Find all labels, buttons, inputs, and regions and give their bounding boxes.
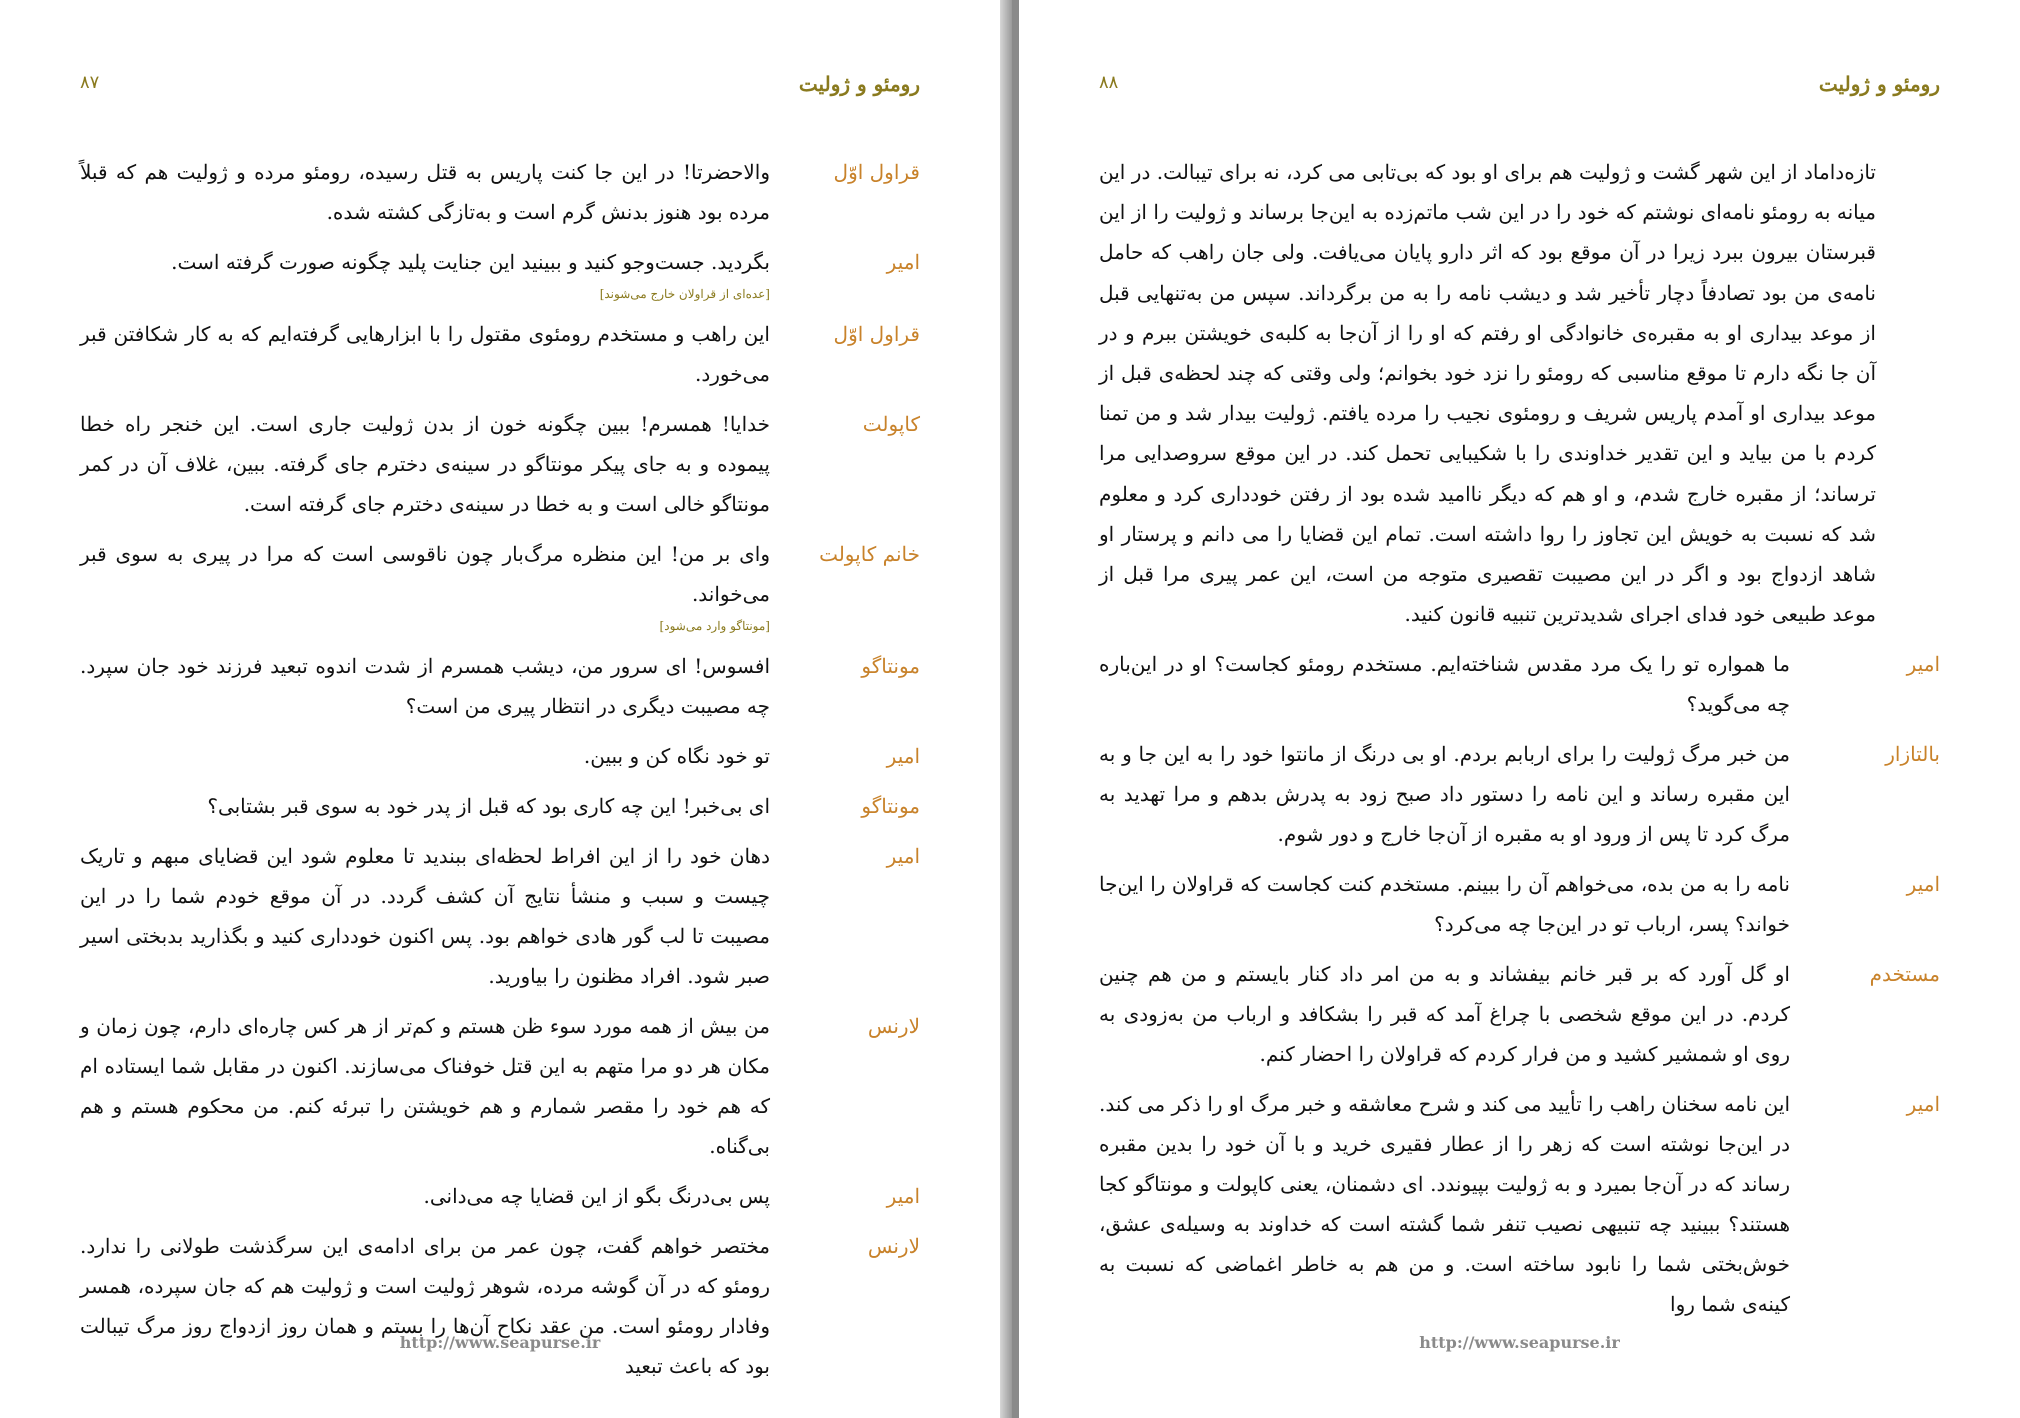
dialogue-entry bbox=[1099, 954, 1940, 1074]
speech-text: پس بی‌درنگ بگو از این قضایا چه می‌دانی. bbox=[423, 1184, 770, 1208]
speech-text: افسوس! ای سرور من، دیشب همسرم از شدت اندوه تبعید فرزند خود جان سپرد. چه مصیبت دیگری در انتظار پیری من است؟ bbox=[80, 654, 770, 718]
page-number: ۸۷ bbox=[80, 72, 100, 93]
page-number: ۸۸ bbox=[1099, 72, 1119, 93]
speech-text: تو خود نگاه کن و ببین. bbox=[583, 744, 770, 768]
dialogue-entry bbox=[80, 404, 920, 524]
stage-direction: [مونتاگو وارد می‌شود] bbox=[659, 619, 770, 633]
speaker-name: امیر bbox=[886, 250, 920, 274]
speaker-name: لارنس bbox=[867, 1234, 920, 1258]
speech-text: بگردید. جست‌وجو کنید و ببینید این جنایت پلید چگونه صورت گرفته است. bbox=[171, 250, 770, 274]
speech-text: من خبر مرگ ژولیت را برای اربابم بردم. او بی درنگ از مانتوا خود را به این جا و به این مقبره رساند و این نامه را دستور داد صبح زود به پدرش بدهم و مرا تهدید به مرگ کرد تا پس از ورود او به مقبره از آن‌جا خارج و دور شوم. bbox=[1099, 742, 1790, 847]
dialogue-entry bbox=[80, 242, 920, 282]
footer-url[interactable]: http://www.seapurse.ir bbox=[1419, 1333, 1620, 1352]
dialogue-entry bbox=[80, 152, 920, 232]
page-gutter bbox=[1000, 0, 1012, 1418]
speech-text: ای بی‌خبر! این چه کاری بود که قبل از پدر خود به سوی قبر بشتابی؟ bbox=[207, 794, 770, 818]
dialogue-entry bbox=[1099, 734, 1940, 854]
speaker-name: بالتازار bbox=[1885, 742, 1940, 767]
speech-text: والاحضرتا! در این جا کنت پاریس به قتل رسیده، رومئو مرده و ژولیت هم که قبلاً مرده بود هنوز بدنش گرم است و به‌تازگی کشته شده. bbox=[80, 160, 770, 224]
speaker-name: امیر bbox=[886, 1184, 920, 1208]
speech-text: من بیش از همه مورد سوء ظن هستم و کم‌تر از هر کس چاره‌ای دارم، چون زمان و مکان هر دو مرا متهم به این قتل خوفناک می‌سازند. اکنون در مقابل شما ایستاده ام که هم خود را مقصر شمارم و هم خویشتن را تبرئه کنم. من محکوم هستم و هم بی‌گناه. bbox=[80, 1014, 770, 1158]
left-page bbox=[0, 0, 1000, 1418]
stage-direction: [عده‌ای از قراولان خارج می‌شوند] bbox=[599, 287, 770, 301]
speaker-name: قراول اوّل bbox=[833, 322, 920, 346]
footer-url[interactable]: http://www.seapurse.ir bbox=[399, 1333, 601, 1352]
speaker-name: خانم کاپولت bbox=[819, 542, 920, 566]
dialogue-entry bbox=[80, 1226, 920, 1386]
narrative-paragraph: تازه‌داماد از این شهر گشت و ژولیت هم برای او بود که بی‌تابی می کرد، نه برای تیبالت. در این میانه به رومئو نامه‌ای نوشتم که خود را در این شب ماتم‌زده به این‌جا برساند و ژولیت را از این قبرستان بیرون ببرد زیرا در آن موقع بود که اثر دارو پایان می‌یافت. ولی جان راهب که حامل نامه‌ی من بود تصادفاً دچار تأخیر شد و دیشب نامه را به من برگرداند. سپس من به‌تنهایی قبل از موعد بیداری او به مقبره‌ی خانوادگی او رفتم که او را از آن‌جا به کلبه‌ی خویشتن ببرم و در آن جا نگه دارم تا موقع مناسبی که رومئو را نزد خود بخوانم؛ ولی وقتی که چند لحظه‌ی قبل از موعد بیداری او آمدم پاریس شریف و رومئوی نجیب را مرده یافتم. ژولیت بیدار شد و من تمنا کردم با من بیاید و این تقدیر خداوندی را با شکیبایی تحمل کند. در این موقع سروصدایی مرا ترساند؛ از مقبره خارج شدم، و او هم که دیگر ناامید شده بود از رفتن خودداری کرد و معلوم شد که نسبت به خویش این تجاوز را روا داشته است. تمام این قضایا را می دانم و پرستار او شاهد ازدواج بود و اگر در این مصیبت تقصیری متوجه من است، این عمر پیری مرا قبل از موعد طبیعی خود فدای اجرای شدیدترین تنبیه قانون کنید. bbox=[1099, 160, 1876, 627]
dialogue-entry bbox=[1099, 1084, 1940, 1324]
dialogue-entry bbox=[80, 1006, 920, 1166]
speaker-name: امیر bbox=[1906, 652, 1940, 677]
speech-text: این نامه سخنان راهب را تأیید می کند و شرح معاشقه و خبر مرگ او را ذکر می کند. در این‌جا نوشته است که زهر را از عطار فقیری خرید و با آن خود را بدین مقبره رساند که در آن‌جا بمیرد و به ژولیت بپیوندد. ای دشمنان، یعنی کاپولت و مونتاگو کجا هستند؟ ببینید چه تنبیهی نصیب تنفر شما گشته است که خداوند به وسیله‌ی عشق، خوش‌بختی شما را نابود ساخته است. و من هم به خاطر اغماضی که نسبت به کینه‌ی شما روا bbox=[1098, 1092, 1791, 1317]
speaker-name: امیر bbox=[1906, 1092, 1940, 1117]
speech-text: ما همواره تو را یک مرد مقدس شناخته‌ایم. مستخدم رومئو کجاست؟ او در این‌باره چه می‌گوید؟ bbox=[1099, 652, 1790, 717]
speaker-name: مونتاگو bbox=[861, 654, 920, 678]
speech-text: این راهب و مستخدم رومئوی مقتول را با ابزارهایی گرفته‌ایم که به کار شکافتن قبر می‌خورد. bbox=[80, 322, 770, 386]
speech-text: مختصر خواهم گفت، چون عمر من برای ادامه‌ی این سرگذشت طولانی را ندارد. رومئو که در آن گوشه مرده، شوهر ژولیت است و ژولیت هم که جان سپرده، همسر وفادار رومئو است. من عقد نکاح آن‌ها را بستم و همان روز ازدواج روز مرگ تیبالت بود که باعث تبعید bbox=[80, 1234, 770, 1378]
dialogue-entry bbox=[1099, 644, 1940, 724]
page-content bbox=[80, 152, 920, 1396]
speech-text: او گل آورد که بر قبر خانم بیفشاند و به من امر داد کنار بایستم و من هم چنین کردم. در این موقع شخصی با چراغ آمد که قبر را بشکافد و ارباب من به‌زودی به روی او شمشیر کشید و من فرار کردم که قراولان را احضار کنم. bbox=[1099, 962, 1790, 1067]
dialogue-entry bbox=[80, 786, 920, 826]
speaker-name: امیر bbox=[886, 844, 920, 868]
speech-text: خدایا! همسرم! ببین چگونه خون از بدن ژولیت جاری است. این خنجر راه خطا پیموده و به جای پیکر مونتاگو در سینه‌ی دخترم جای گرفته. ببین، غلاف آن در کمر مونتاگو خالی است و به خطا در سینه‌ی دخترم جای گرفته است. bbox=[80, 412, 770, 516]
book-title: رومئو و ژولیت bbox=[1818, 72, 1940, 96]
speaker-name: قراول اوّل bbox=[833, 160, 920, 184]
speech-text: دهان خود را از این افراط لحظه‌ای ببندید تا معلوم شود این قضایای مبهم و تاریک چیست و سبب و منشأ نتایج آن کشف گردد. در آن موقع خودم شما را در این مصیبت تا لب گور هادی خواهم بود. پس اکنون خودداری کنید و بگذارید بدبختی اسیر صبر شود. افراد مظنون را بیاورید. bbox=[80, 844, 770, 988]
dialogue-entry bbox=[80, 314, 920, 394]
dialogue-entry bbox=[80, 646, 920, 726]
speech-text: وای بر من! این منظره مرگ‌بار چون ناقوسی است که مرا در پیری به سوی قبر می‌خواند. bbox=[80, 542, 770, 606]
speaker-name: امیر bbox=[1906, 872, 1940, 897]
speaker-name: کاپولت bbox=[862, 412, 920, 436]
dialogue-entry bbox=[80, 534, 920, 614]
dialogue-entry bbox=[80, 1176, 920, 1216]
book-title: رومئو و ژولیت bbox=[798, 72, 920, 96]
speech-text: نامه را به من بده، می‌خواهم آن را ببینم. مستخدم کنت کجاست که قراولان را این‌جا خواند؟ پسر، ارباب تو در این‌جا چه می‌کرد؟ bbox=[1099, 872, 1790, 937]
dialogue-entry bbox=[80, 836, 920, 996]
speaker-name: امیر bbox=[886, 744, 920, 768]
speaker-name: مستخدم bbox=[1869, 962, 1940, 987]
page-content bbox=[1099, 152, 1940, 1334]
dialogue-entry bbox=[1099, 864, 1940, 944]
dialogue-entry bbox=[80, 736, 920, 776]
speaker-name: لارنس bbox=[867, 1014, 920, 1038]
speaker-name: مونتاگو bbox=[861, 794, 920, 818]
right-page bbox=[1019, 0, 2020, 1418]
